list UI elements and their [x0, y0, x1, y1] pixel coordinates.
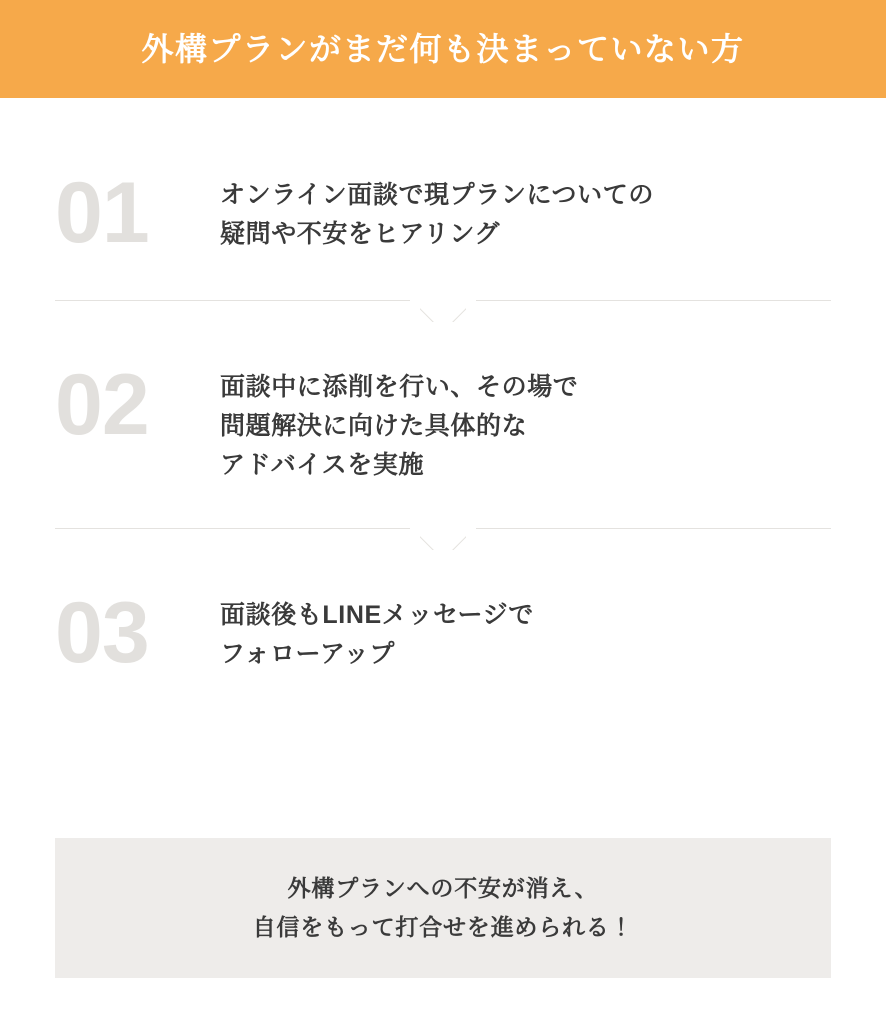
step-text-line: オンライン面談で現プランについての: [220, 181, 654, 209]
step-number: 01: [55, 165, 149, 261]
step-text: [220, 170, 831, 254]
summary-line: 自信をもって打合せを進められる！: [252, 914, 634, 940]
step-number: 03: [55, 585, 149, 682]
chevron-down-icon: [420, 300, 466, 322]
chevron-down-icon: [420, 528, 466, 550]
step-text-line: アドバイスを実施: [220, 450, 425, 479]
steps-list: [0, 98, 886, 682]
header-banner: [0, 0, 886, 98]
list-item: [0, 554, 886, 682]
step-text: [220, 362, 831, 484]
step-text-line: 面談後もLINEメッセージで: [220, 601, 534, 630]
page-title: 外構プランがまだ何も決まっていない方: [141, 30, 745, 67]
step-text: [220, 590, 831, 674]
list-item: [0, 98, 886, 261]
list-item: [0, 326, 886, 484]
summary-box: [55, 838, 831, 978]
summary-line: 外構プランへの不安が消え、: [287, 874, 599, 901]
step-divider: [0, 508, 886, 554]
step-number: 02: [55, 357, 149, 453]
step-text-line: フォローアップ: [220, 640, 395, 668]
step-text-line: 面談中に添削を行い、その場で: [220, 373, 579, 401]
step-text-line: 問題解決に向けた具体的な: [220, 411, 528, 440]
step-divider: [0, 280, 886, 326]
step-text-line: 疑問や不安をヒアリング: [220, 219, 501, 248]
